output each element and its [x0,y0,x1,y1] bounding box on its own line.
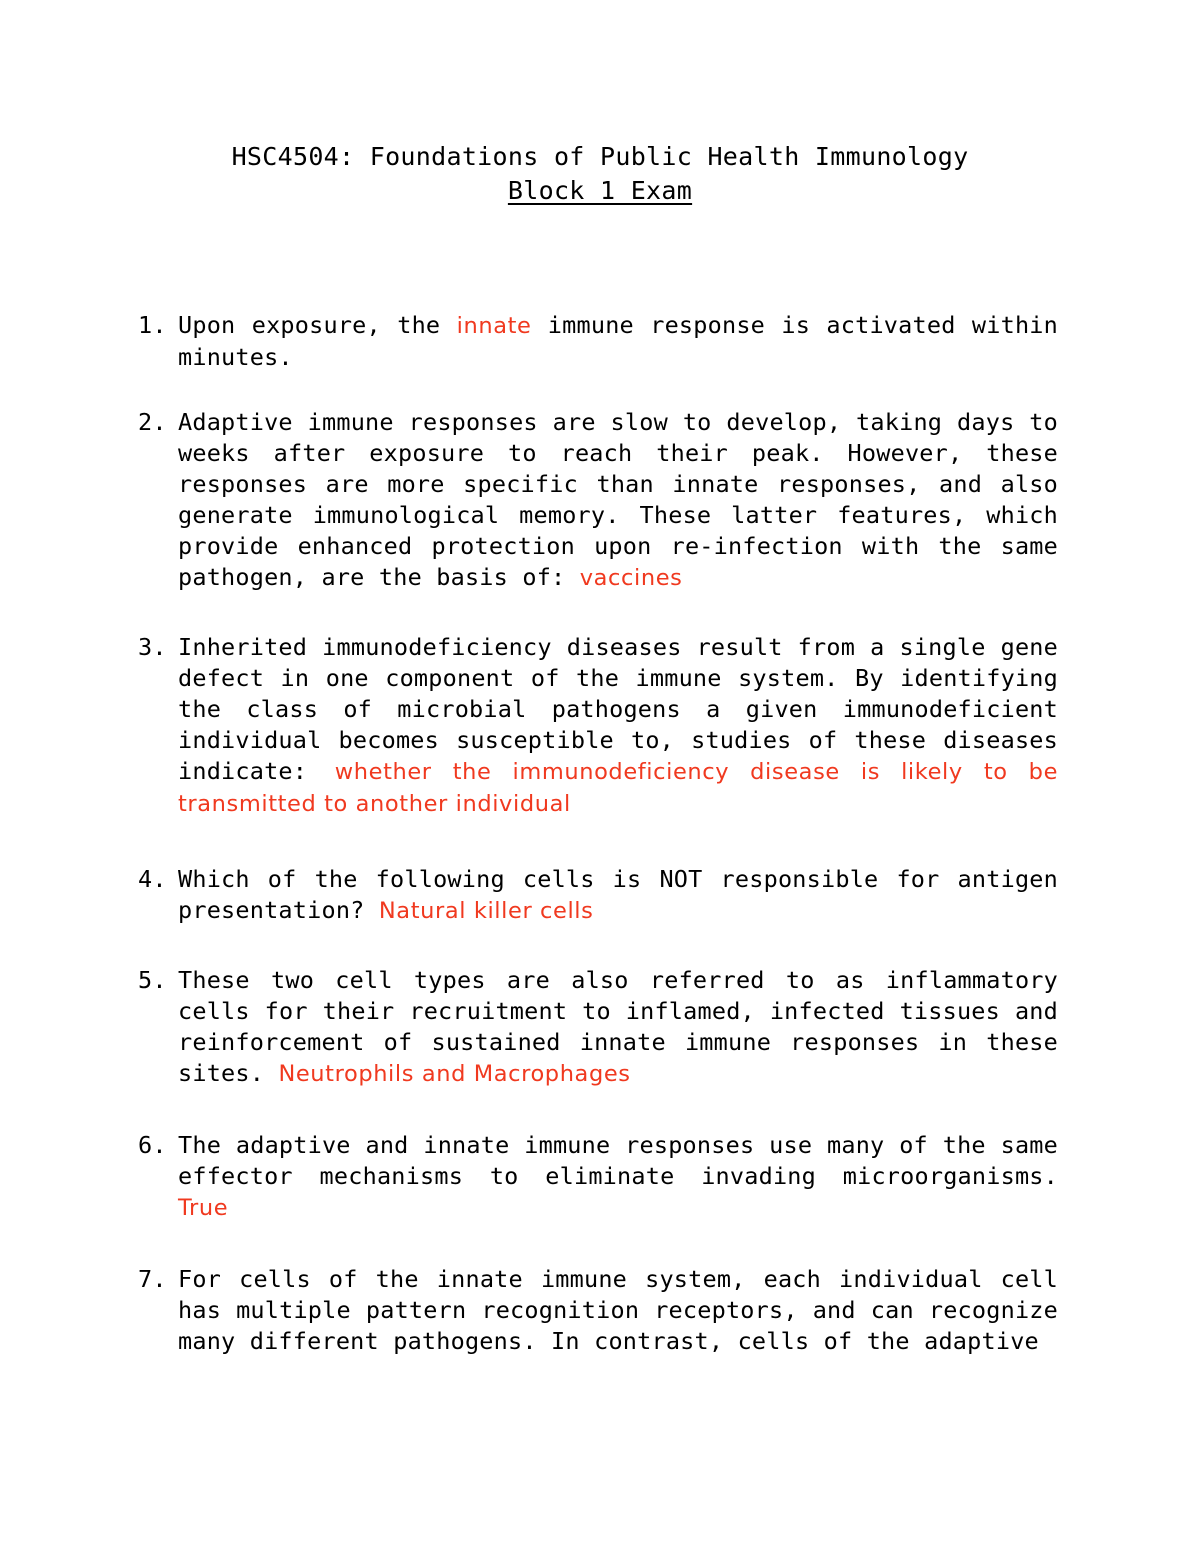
question-number: 6. [138,1131,167,1159]
answer-text: whether the immunodeficiency disease is likely to be transmitted to another individual [178,759,1059,817]
question-item [138,632,1058,820]
header-block [0,140,1200,208]
answer-text: vaccines [579,565,683,591]
question-item [138,310,1058,373]
question-item [138,864,1058,927]
page-title: HSC4504: Foundations of Public Health Immunology [231,142,969,171]
question-number: 7. [138,1265,167,1293]
question-text: These two cell types are also referred to as inflammatory cells for their recruitment to inflamed, infected tissues and reinforcement of sustained innate immune responses in these sites. [178,966,1058,1087]
question-number: 5. [138,966,167,994]
question-item [138,1130,1058,1224]
question-number: 3. [138,633,167,661]
answer-text: True [178,1195,229,1221]
question-item [138,407,1058,594]
question-text: Which of the following cells is NOT responsible for antigen presentation? [178,865,1058,924]
answer-text: innate [456,313,532,339]
answer-text: Natural killer cells [378,898,594,924]
question-item [138,965,1058,1090]
exam-name: Block 1 Exam [507,176,693,205]
question-text: Upon exposure, the [178,311,457,339]
question-text: Adaptive immune responses are slow to develop, taking days to weeks after exposure to reach their peak. However, these responses are more specific than innate responses, and also generate immunological memory. These latter features, which provide enhanced protection upon re-infection with the same pathogen, are the basis of: [178,408,1058,591]
question-text: Inherited immunodeficiency diseases result from a single gene defect in one component of the immune system. By identifying the class of microbial pathogens a given immunodeficient individual becomes susceptible to, studies of these diseases indicate: [178,633,1058,785]
question-text: The adaptive and innate immune responses use many of the same effector mechanisms to eliminate invading microorganisms. [178,1131,1058,1190]
question-item [138,1264,1058,1358]
question-number: 2. [138,408,167,436]
question-number: 1. [138,311,167,339]
answer-text: Neutrophils and Macrophages [278,1061,631,1087]
question-list [138,310,1058,1358]
page-subtitle [0,174,1200,208]
question-text: For cells of the innate immune system, each individual cell has multiple pattern recognition receptors, and can recognize many different pathogens. In contrast, cells of the adaptive [178,1265,1058,1355]
question-number: 4. [138,865,167,893]
question-text-end: immune response is activated within minutes. [178,311,1058,371]
